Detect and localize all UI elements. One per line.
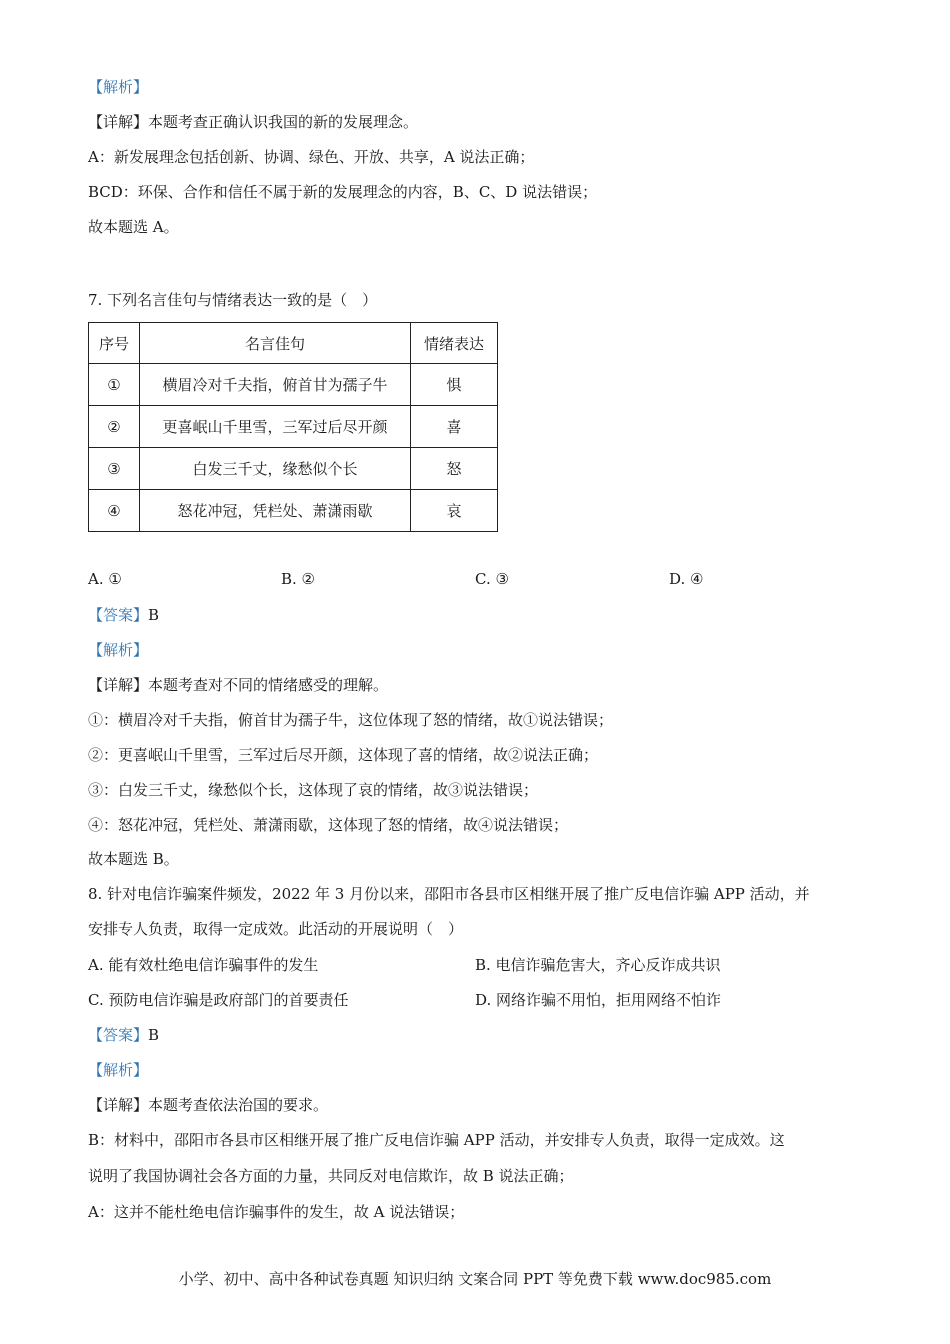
analysis-label: 【解析】 [88,78,149,96]
detail-text: 本题考查依法治国的要求。 [148,1096,329,1114]
detail-line: ①：横眉冷对千夫指，俯首甘为孺子牛，这位体现了怒的情绪，故①说法错误； [88,711,614,729]
table-row [89,364,498,406]
detail-label: 【详解】 [88,113,149,131]
analysis-label: 【解析】 [88,1061,149,1079]
option-b: B. 电信诈骗危害大，齐心反诈成共识 [475,956,721,974]
answer-value: B [148,606,160,624]
table-cell: 横眉冷对千夫指，俯首甘为孺子牛 [140,364,411,406]
detail-line: 故本题选 B。 [88,850,179,868]
analysis-label: 【解析】 [88,641,149,659]
detail-line: A：这并不能杜绝电信诈骗事件的发生，故 A 说法错误； [88,1203,465,1221]
detail-line: ④：怒花冲冠，凭栏处、萧潇雨歇，这体现了怒的情绪，故④说法错误； [88,816,569,834]
table-row [89,448,498,490]
table-cell: 怒花冲冠，凭栏处、萧潇雨歇 [140,490,411,532]
table-cell: 喜 [411,406,498,448]
detail-label: 【详解】 [88,676,149,694]
detail-text: 本题考查正确认识我国的新的发展理念。 [148,113,419,131]
question-stem: 7. 下列名言佳句与情绪表达一致的是（ ） [88,291,378,309]
table-cell: 惧 [411,364,498,406]
table-cell: ③ [89,448,140,490]
quotes-table [88,322,498,532]
detail-line: A：新发展理念包括创新、协调、绿色、开放、共享，A 说法正确； [88,148,535,166]
table-row [89,406,498,448]
option-d: D. 网络诈骗不用怕，拒用网络不怕诈 [475,991,722,1009]
header-cell: 序号 [89,323,140,364]
table-cell: ② [89,406,140,448]
question-stem: 8. 针对电信诈骗案件频发，2022 年 3 月份以来，邵阳市各县市区相继开展了推广反电信诈骗 APP 活动，并 [88,885,810,903]
table-cell: ① [89,364,140,406]
table-header-row [89,323,498,364]
option-b: B. ② [281,570,316,588]
table-cell: 哀 [411,490,498,532]
table-row [89,490,498,532]
detail-line: BCD：环保、合作和信任不属于新的发展理念的内容，B、C、D 说法错误； [88,183,598,201]
option-d: D. ④ [669,570,704,588]
answer-line [88,1024,159,1046]
detail-line: B：材料中，邵阳市各县市区相继开展了推广反电信诈骗 APP 活动，并安排专人负责，取得一定成效。这 [88,1131,785,1149]
answer-label: 【答案】 [88,606,149,624]
option-c: C. 预防电信诈骗是政府部门的首要责任 [88,991,349,1009]
header-cell: 名言佳句 [140,323,411,364]
page-footer: 小学、初中、高中各种试卷真题 知识归纳 文案合同 PPT 等免费下载 www.doc985.com [178,1270,772,1288]
header-cell: 情绪表达 [411,323,498,364]
detail-label: 【详解】 [88,1096,149,1114]
table-cell: 怒 [411,448,498,490]
answer-value: B [148,1026,160,1044]
detail-paragraph [88,1094,328,1116]
option-c: C. ③ [475,570,509,588]
detail-paragraph [88,111,418,133]
detail-text: 本题考查对不同的情绪感受的理解。 [148,676,389,694]
answer-label: 【答案】 [88,1026,149,1044]
question-stem-continued: 安排专人负责，取得一定成效。此活动的开展说明（ ） [88,920,464,938]
detail-line: ②：更喜岷山千里雪，三军过后尽开颜，这体现了喜的情绪，故②说法正确； [88,746,599,764]
table-cell: 白发三千丈，缘愁似个长 [140,448,411,490]
table-cell: ④ [89,490,140,532]
option-a: A. ① [88,570,122,588]
table-cell: 更喜岷山千里雪，三军过后尽开颜 [140,406,411,448]
detail-line: ③：白发三千丈，缘愁似个长，这体现了哀的情绪，故③说法错误； [88,781,539,799]
answer-line [88,604,159,626]
detail-paragraph [88,674,388,696]
option-a: A. 能有效杜绝电信诈骗事件的发生 [88,956,319,974]
detail-line: 说明了我国协调社会各方面的力量，共同反对电信欺诈，故 B 说法正确； [88,1167,574,1185]
detail-line: 故本题选 A。 [88,218,179,236]
